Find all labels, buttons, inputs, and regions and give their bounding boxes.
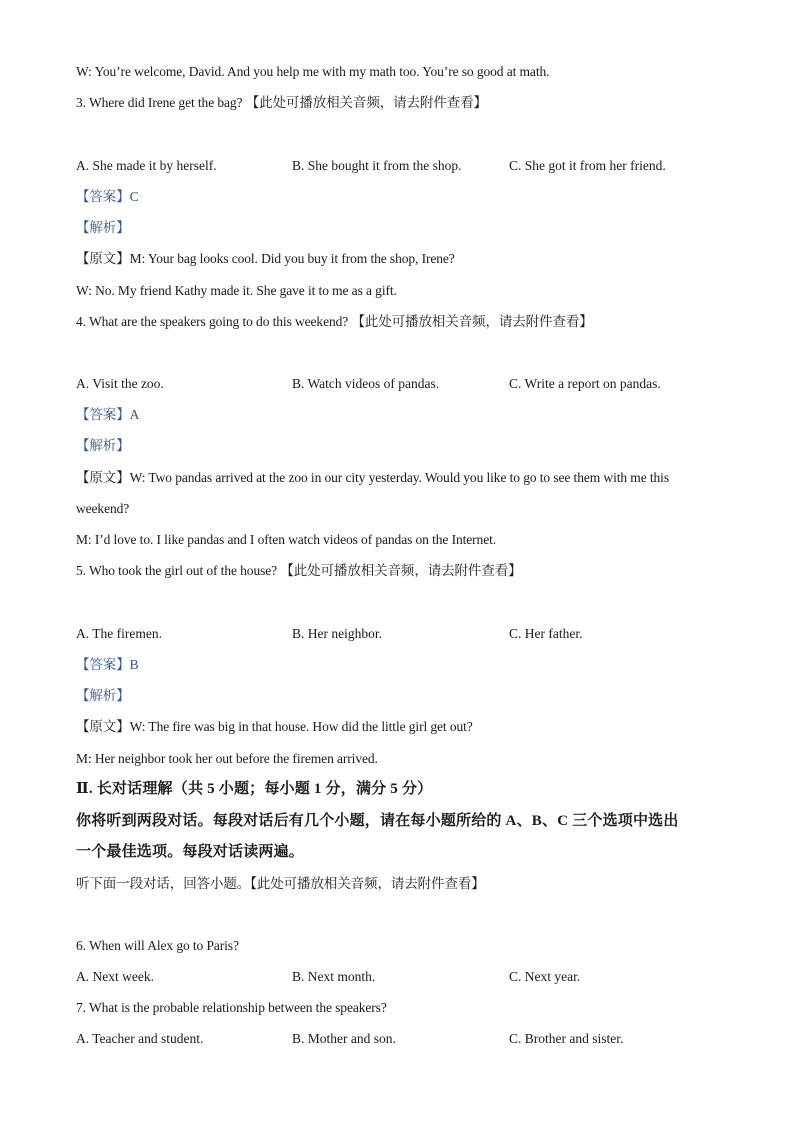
q4-option-b: B. Watch videos of pandas. (292, 376, 440, 391)
q6-option-b: B. Next month. (292, 969, 376, 984)
q4-transcript-1: 【原文】W: Two pandas arrived at the zoo in our city yesterday. Would you like to go to see them with me this (76, 470, 669, 485)
dialogue-line: W: You’re welcome, David. And you help me with my math too. You’re so good at math. (76, 64, 550, 79)
listen-prompt: 听下面一段对话，回答小题。【此处可播放相关音频，请去附件查看】 (76, 876, 485, 891)
q4-transcript-2: M: I’d love to. I like pandas and I often watch videos of pandas on the Internet. (76, 532, 497, 547)
q5-answer: 【答案】B (76, 657, 139, 672)
q3-transcript-1: 【原文】M: Your bag looks cool. Did you buy it from the shop, Irene? (76, 251, 455, 266)
section-2-heading: Ⅱ. 长对话理解（共 5 小题；每小题 1 分，满分 5 分） (76, 781, 433, 797)
q7-option-a: A. Teacher and student. (76, 1031, 204, 1046)
q4-transcript-1-cont: weekend? (76, 501, 130, 516)
q3-option-c: C. She got it from her friend. (509, 158, 666, 173)
question-4: 4. What are the speakers going to do this weekend? 【此处可播放相关音频，请去附件查看】 (76, 314, 593, 329)
question-6: 6. When will Alex go to Paris? (76, 938, 239, 953)
q6-option-a: A. Next week. (76, 969, 154, 984)
q4-analysis: 【解析】 (76, 438, 130, 453)
q3-transcript-2: W: No. My friend Kathy made it. She gave it to me as a gift. (76, 283, 397, 298)
question-7: 7. What is the probable relationship between the speakers? (76, 1000, 387, 1015)
q3-analysis: 【解析】 (76, 220, 130, 235)
q6-option-c: C. Next year. (509, 969, 581, 984)
q5-option-a: A. The firemen. (76, 626, 162, 641)
q5-option-b: B. Her neighbor. (292, 626, 382, 641)
q7-option-c: C. Brother and sister. (509, 1031, 624, 1046)
q4-option-a: A. Visit the zoo. (76, 376, 164, 391)
q3-option-a: A. She made it by herself. (76, 158, 217, 173)
q4-option-c: C. Write a report on pandas. (509, 376, 661, 391)
q4-answer: 【答案】A (76, 407, 140, 422)
q5-analysis: 【解析】 (76, 688, 130, 703)
q7-option-b: B. Mother and son. (292, 1031, 396, 1046)
q3-answer: 【答案】C (76, 189, 139, 204)
q5-transcript-2: M: Her neighbor took her out before the firemen arrived. (76, 751, 378, 766)
section-2-instruction-1: 你将听到两段对话。每段对话后有几个小题，请在每小题所给的 A、B、C 三个选项中选出 (76, 813, 679, 829)
q5-transcript-1: 【原文】W: The fire was big in that house. How did the little girl get out? (76, 719, 473, 734)
section-2-instruction-2: 一个最佳选项。每段对话读两遍。 (76, 844, 305, 860)
question-5: 5. Who took the girl out of the house? 【此处可播放相关音频，请去附件查看】 (76, 563, 522, 578)
q3-option-b: B. She bought it from the shop. (292, 158, 462, 173)
question-3: 3. Where did Irene get the bag? 【此处可播放相关音频，请去附件查看】 (76, 95, 487, 110)
q5-option-c: C. Her father. (509, 626, 583, 641)
